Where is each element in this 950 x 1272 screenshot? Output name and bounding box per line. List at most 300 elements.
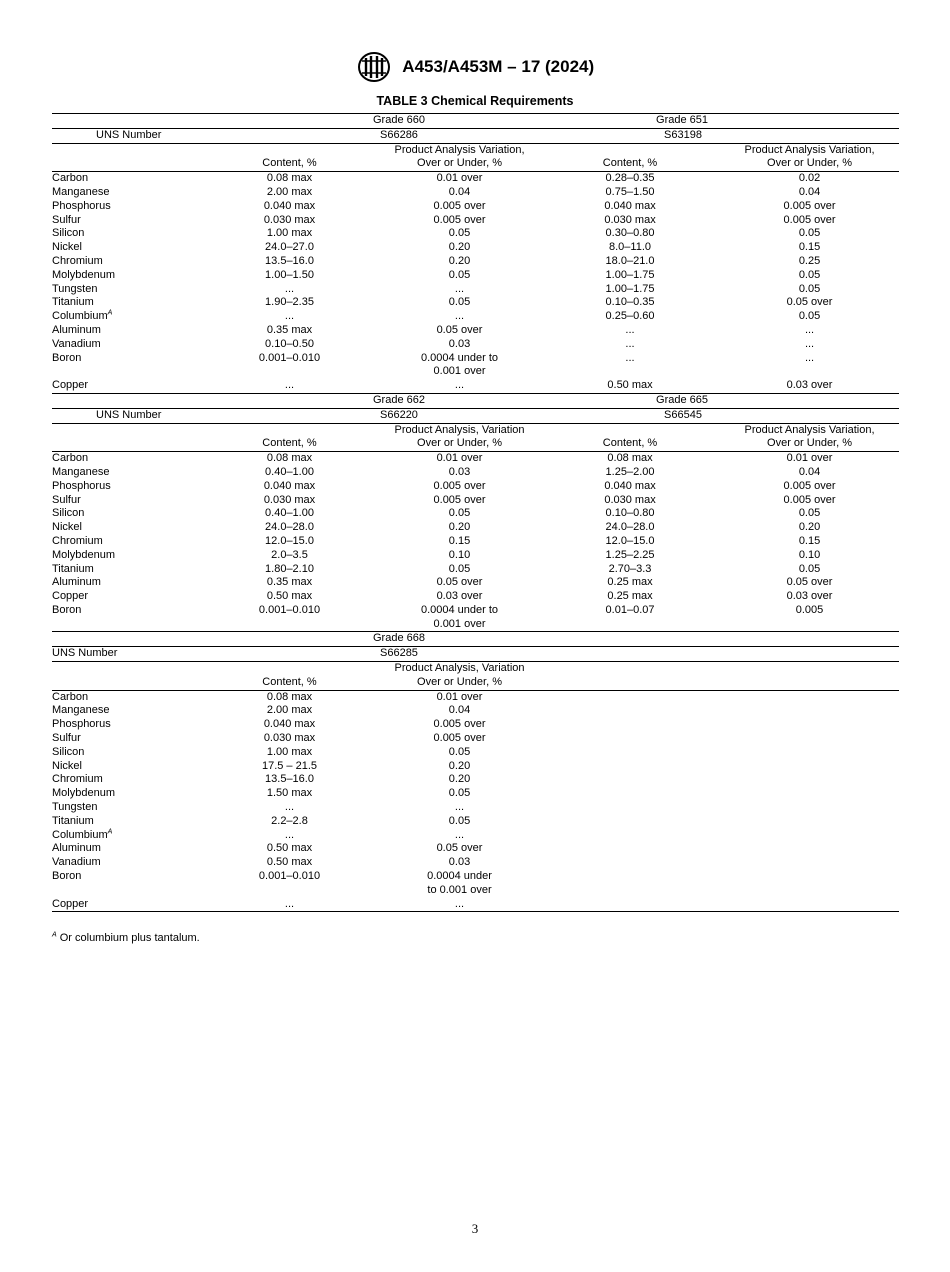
cell-line: 0.005 over: [433, 199, 486, 212]
value-cell: [379, 801, 540, 815]
element-name: [52, 842, 200, 856]
element-label: Vanadium: [52, 856, 101, 869]
value-cell: [379, 521, 540, 535]
value-cell: [379, 732, 540, 746]
value-cell: [200, 563, 379, 577]
value-cell: [200, 815, 379, 829]
cell-line: 0.25–0.60: [605, 310, 655, 323]
cell-line: 0.10: [798, 548, 821, 561]
element-label: Phosphorus: [52, 718, 111, 731]
content-header: Content, %: [200, 143, 379, 172]
value-cell: [720, 732, 899, 746]
cell-line: 0.040 max: [604, 479, 656, 492]
cell-line: ...: [454, 282, 465, 295]
cell-line: 17.5 – 21.5: [261, 759, 318, 772]
cell-line: 13.5–16.0: [265, 254, 314, 267]
element-label: Columbium: [52, 828, 108, 841]
table-row: [52, 590, 899, 604]
value-cell: [540, 704, 720, 718]
value-cell: [379, 352, 540, 380]
cell-line: 0.05: [798, 310, 821, 323]
cell-line: 0.20: [448, 241, 471, 254]
value-cell: [540, 898, 720, 912]
cell-line: 0.05: [448, 787, 471, 800]
value-cell: [540, 338, 720, 352]
cell-line: 13.5–16.0: [265, 773, 314, 786]
value-cell: [379, 200, 540, 214]
cell-line: 0.01–0.07: [605, 603, 655, 616]
value-cell: [200, 690, 379, 704]
cell-line: 1.80–2.10: [265, 562, 314, 575]
cell-line: 24.0–27.0: [265, 241, 314, 254]
value-cell: [540, 773, 720, 787]
cell-line: 0.05: [448, 507, 471, 520]
element-label: Silicon: [52, 745, 85, 758]
element-name: [52, 324, 200, 338]
element-name: [52, 172, 200, 186]
cell-line: 0.40–1.00: [265, 507, 314, 520]
value-cell: [200, 604, 379, 632]
uns-number: [540, 647, 899, 662]
cell-line: 0.05: [798, 507, 821, 520]
cell-line: 0.005 over: [433, 732, 486, 745]
element-label: Carbon: [52, 690, 89, 703]
value-cell: [200, 898, 379, 912]
value-cell: [200, 186, 379, 200]
grade-label: Grade 651: [540, 114, 899, 129]
element-label: Molybdenum: [52, 268, 115, 281]
value-cell: [540, 746, 720, 760]
element-name: [52, 480, 200, 494]
value-cell: [200, 549, 379, 563]
value-cell: [200, 576, 379, 590]
cell-line: ...: [625, 351, 635, 364]
footnote-text: Or columbium plus tantalum.: [56, 932, 200, 944]
value-cell: [200, 760, 379, 774]
cell-line: 2.2–2.8: [271, 814, 308, 827]
element-label: Silicon: [52, 227, 85, 240]
value-cell: [540, 718, 720, 732]
table-bottom-rule: [52, 912, 899, 913]
table-row: [52, 718, 899, 732]
value-cell: [379, 338, 540, 352]
value-cell: [540, 842, 720, 856]
element-name: [52, 269, 200, 283]
cell-line: ...: [454, 379, 465, 392]
cell-line: 2.70–3.3: [608, 562, 652, 575]
value-cell: [540, 255, 720, 269]
element-name: [52, 704, 200, 718]
cell-line: 0.05: [448, 562, 471, 575]
element-label: Aluminum: [52, 323, 101, 336]
cell-line: 1.00 max: [266, 745, 313, 758]
cell-line: 2.0–3.5: [271, 548, 308, 561]
cell-line: 0.001 over: [433, 617, 486, 630]
value-cell: [200, 870, 379, 898]
cell-line: ...: [284, 828, 295, 841]
value-cell: [379, 507, 540, 521]
grade-row: [52, 114, 899, 129]
cell-line: 0.01 over: [436, 172, 483, 185]
cell-line: 1.25–2.25: [605, 548, 655, 561]
value-cell: [720, 604, 899, 632]
value-cell: [720, 870, 899, 898]
cell-line: 0.50 max: [266, 590, 313, 603]
cell-line: ...: [804, 337, 815, 350]
cell-line: 0.005 over: [783, 199, 836, 212]
value-cell: [200, 352, 379, 380]
cell-line: 0.005 over: [433, 479, 486, 492]
value-cell: [379, 815, 540, 829]
element-name: [52, 870, 200, 898]
cell-line: 0.05 over: [786, 576, 833, 589]
value-cell: [379, 773, 540, 787]
uns-number: S63198: [540, 128, 899, 143]
value-cell: [200, 590, 379, 604]
value-cell: [720, 842, 899, 856]
value-cell: [720, 283, 899, 297]
cell-line: 0.05: [448, 268, 471, 281]
table-row: [52, 200, 899, 214]
element-name: [52, 829, 200, 843]
variation-header: [379, 423, 540, 452]
blank-cell: [540, 662, 720, 691]
value-cell: [540, 535, 720, 549]
value-cell: [720, 310, 899, 324]
cell-line: 1.00–1.75: [605, 282, 655, 295]
value-cell: [200, 535, 379, 549]
value-cell: [720, 590, 899, 604]
cell-line: 0.15: [448, 534, 471, 547]
cell-line: 0.10: [448, 548, 471, 561]
value-cell: [720, 227, 899, 241]
value-cell: [379, 870, 540, 898]
value-cell: [540, 815, 720, 829]
value-cell: [200, 801, 379, 815]
value-cell: [200, 241, 379, 255]
value-cell: [720, 324, 899, 338]
uns-number: S66285: [200, 647, 540, 662]
cell-line: ...: [284, 897, 295, 910]
cell-line: Over or Under, %: [417, 157, 502, 170]
element-label: Carbon: [52, 452, 89, 465]
uns-row: [52, 408, 899, 423]
table-row: [52, 283, 899, 297]
cell-line: 0.030 max: [263, 213, 316, 226]
element-name: [52, 310, 200, 324]
value-cell: [379, 604, 540, 632]
value-cell: [720, 549, 899, 563]
value-cell: [720, 535, 899, 549]
value-cell: [540, 296, 720, 310]
cell-line: 0.040 max: [263, 199, 316, 212]
value-cell: [379, 842, 540, 856]
document-designation: A453/A453M – 17 (2024): [402, 57, 595, 76]
cell-line: 0.25: [798, 254, 821, 267]
cell-line: Product Analysis, Variation: [394, 423, 525, 436]
value-cell: [720, 186, 899, 200]
value-cell: [379, 494, 540, 508]
value-cell: [540, 801, 720, 815]
value-cell: [540, 590, 720, 604]
element-name: [52, 787, 200, 801]
cell-line: 0.10–0.80: [605, 507, 655, 520]
cell-line: 12.0–15.0: [605, 534, 655, 547]
cell-line: 0.08 max: [266, 452, 313, 465]
cell-line: 0.10–0.35: [605, 296, 655, 309]
cell-line: 1.50 max: [266, 787, 313, 800]
table-row: [52, 255, 899, 269]
footnote-ref: A: [107, 309, 113, 317]
cell-line: 0.25 max: [607, 590, 653, 603]
value-cell: [379, 704, 540, 718]
element-label: Nickel: [52, 521, 82, 534]
table-row: [52, 732, 899, 746]
value-cell: [200, 269, 379, 283]
cell-line: 0.030 max: [263, 493, 316, 506]
element-name: [52, 241, 200, 255]
element-label: Phosphorus: [52, 479, 111, 492]
value-cell: [540, 690, 720, 704]
cell-line: 0.01 over: [436, 452, 483, 465]
value-cell: [379, 214, 540, 228]
value-cell: [720, 214, 899, 228]
element-label: Tungsten: [52, 801, 98, 814]
value-cell: [720, 352, 899, 380]
uns-row: [52, 128, 899, 143]
blank-cell: [52, 114, 200, 129]
element-label: Manganese: [52, 465, 110, 478]
value-cell: [540, 466, 720, 480]
element-name: [52, 200, 200, 214]
chemical-requirements-table: [52, 113, 899, 912]
value-cell: [720, 787, 899, 801]
table-row: [52, 452, 899, 466]
table-row: [52, 704, 899, 718]
value-cell: [379, 718, 540, 732]
value-cell: [200, 324, 379, 338]
value-cell: [379, 283, 540, 297]
cell-line: 0.005 over: [433, 718, 486, 731]
table-row: [52, 172, 899, 186]
table-row: [52, 829, 899, 843]
value-cell: [379, 549, 540, 563]
content-header: Content, %: [540, 143, 720, 172]
element-name: [52, 718, 200, 732]
value-cell: [200, 494, 379, 508]
cell-line: 0.35 max: [266, 323, 313, 336]
column-header-row: [52, 662, 899, 691]
element-name: [52, 590, 200, 604]
blank-cell: [200, 912, 379, 913]
blank-cell: [52, 143, 200, 172]
cell-line: ...: [454, 310, 465, 323]
value-cell: [720, 856, 899, 870]
cell-line: 0.05: [448, 296, 471, 309]
cell-line: Product Analysis Variation,: [744, 143, 875, 156]
table-body: [52, 114, 899, 913]
value-cell: [200, 310, 379, 324]
value-cell: [540, 214, 720, 228]
value-cell: [379, 829, 540, 843]
value-cell: [379, 576, 540, 590]
value-cell: [540, 732, 720, 746]
value-cell: [540, 604, 720, 632]
cell-line: 1.00 max: [266, 227, 313, 240]
element-name: [52, 604, 200, 632]
element-name: [52, 507, 200, 521]
value-cell: [379, 310, 540, 324]
cell-line: 0.40–1.00: [265, 465, 314, 478]
cell-line: Product Analysis Variation,: [394, 143, 525, 156]
cell-line: 0.001–0.010: [258, 870, 321, 883]
table-row: [52, 898, 899, 912]
element-label: Vanadium: [52, 337, 101, 350]
table-row: [52, 787, 899, 801]
value-cell: [540, 549, 720, 563]
cell-line: 12.0–15.0: [265, 534, 314, 547]
value-cell: [200, 773, 379, 787]
grade-label: Grade 660: [200, 114, 540, 129]
cell-line: 0.005 over: [433, 213, 486, 226]
element-label: Aluminum: [52, 576, 101, 589]
cell-line: 0.04: [448, 185, 471, 198]
element-name: [52, 352, 200, 380]
cell-line: 0.001–0.010: [258, 603, 321, 616]
table-row: [52, 746, 899, 760]
value-cell: [379, 690, 540, 704]
value-cell: [720, 269, 899, 283]
element-label: Nickel: [52, 759, 82, 772]
element-label: Chromium: [52, 254, 103, 267]
blank-cell: [52, 423, 200, 452]
element-name: [52, 466, 200, 480]
value-cell: [720, 338, 899, 352]
value-cell: [720, 296, 899, 310]
page-header: [0, 52, 950, 82]
cell-line: ...: [454, 897, 465, 910]
table-row: [52, 563, 899, 577]
element-label: Nickel: [52, 241, 82, 254]
value-cell: [540, 269, 720, 283]
cell-line: to 0.001 over: [427, 883, 492, 896]
value-cell: [540, 787, 720, 801]
value-cell: [379, 535, 540, 549]
value-cell: [379, 269, 540, 283]
cell-line: ...: [454, 801, 465, 814]
grade-label: Grade 665: [540, 393, 899, 408]
element-label: Tungsten: [52, 282, 98, 295]
cell-line: 2.00 max: [266, 185, 313, 198]
element-label: Silicon: [52, 507, 85, 520]
table-row: [52, 480, 899, 494]
value-cell: [720, 452, 899, 466]
cell-line: 0.0004 under to: [420, 351, 499, 364]
cell-line: 0.15: [798, 534, 821, 547]
value-cell: [379, 452, 540, 466]
astm-logo-icon: [356, 52, 392, 82]
cell-line: 0.04: [448, 704, 471, 717]
value-cell: [200, 829, 379, 843]
element-label: Aluminum: [52, 842, 101, 855]
table-row: [52, 296, 899, 310]
element-name: [52, 760, 200, 774]
element-name: [52, 563, 200, 577]
table-row: [52, 604, 899, 632]
element-name: [52, 338, 200, 352]
cell-line: 0.50 max: [607, 379, 653, 392]
value-cell: [720, 815, 899, 829]
element-label: Boron: [52, 351, 82, 364]
value-cell: [379, 186, 540, 200]
table-row: [52, 324, 899, 338]
element-name: [52, 255, 200, 269]
value-cell: [379, 898, 540, 912]
value-cell: [379, 379, 540, 393]
value-cell: [720, 718, 899, 732]
element-label: Copper: [52, 590, 89, 603]
cell-line: Product Analysis, Variation: [394, 662, 525, 675]
cell-line: 0.03: [448, 337, 471, 350]
table-row: [52, 690, 899, 704]
table-title: TABLE 3 Chemical Requirements: [376, 94, 574, 108]
cell-line: 0.05: [448, 745, 471, 758]
value-cell: [200, 227, 379, 241]
cell-line: 0.03 over: [786, 590, 833, 603]
value-cell: [379, 172, 540, 186]
blank-cell: [379, 912, 540, 913]
value-cell: [540, 283, 720, 297]
element-label: Boron: [52, 603, 82, 616]
element-label: Sulfur: [52, 493, 81, 506]
table-row: [52, 338, 899, 352]
value-cell: [200, 172, 379, 186]
cell-line: ...: [625, 337, 635, 350]
element-label: Manganese: [52, 185, 110, 198]
value-cell: [200, 704, 379, 718]
variation-header: [379, 143, 540, 172]
element-label: Carbon: [52, 172, 89, 185]
value-cell: [200, 787, 379, 801]
element-label: Molybdenum: [52, 787, 115, 800]
value-cell: [379, 787, 540, 801]
value-cell: [540, 172, 720, 186]
blank-cell: [720, 912, 899, 913]
cell-line: ...: [804, 351, 815, 364]
value-cell: [540, 507, 720, 521]
cell-line: 0.75–1.50: [605, 185, 655, 198]
cell-line: ...: [804, 323, 815, 336]
blank-cell: [52, 912, 200, 913]
cell-line: 0.10–0.50: [265, 337, 314, 350]
cell-line: 0.04: [798, 465, 821, 478]
table-row: [52, 870, 899, 898]
table-row: [52, 842, 899, 856]
page-number: 3: [471, 1221, 479, 1236]
value-cell: [540, 186, 720, 200]
element-name: [52, 452, 200, 466]
value-cell: [540, 200, 720, 214]
cell-line: 0.040 max: [263, 479, 316, 492]
value-cell: [540, 480, 720, 494]
value-cell: [200, 283, 379, 297]
value-cell: [200, 466, 379, 480]
cell-line: 0.005 over: [783, 493, 836, 506]
table-row: [52, 535, 899, 549]
cell-line: 0.20: [448, 254, 471, 267]
value-cell: [720, 255, 899, 269]
value-cell: [540, 563, 720, 577]
